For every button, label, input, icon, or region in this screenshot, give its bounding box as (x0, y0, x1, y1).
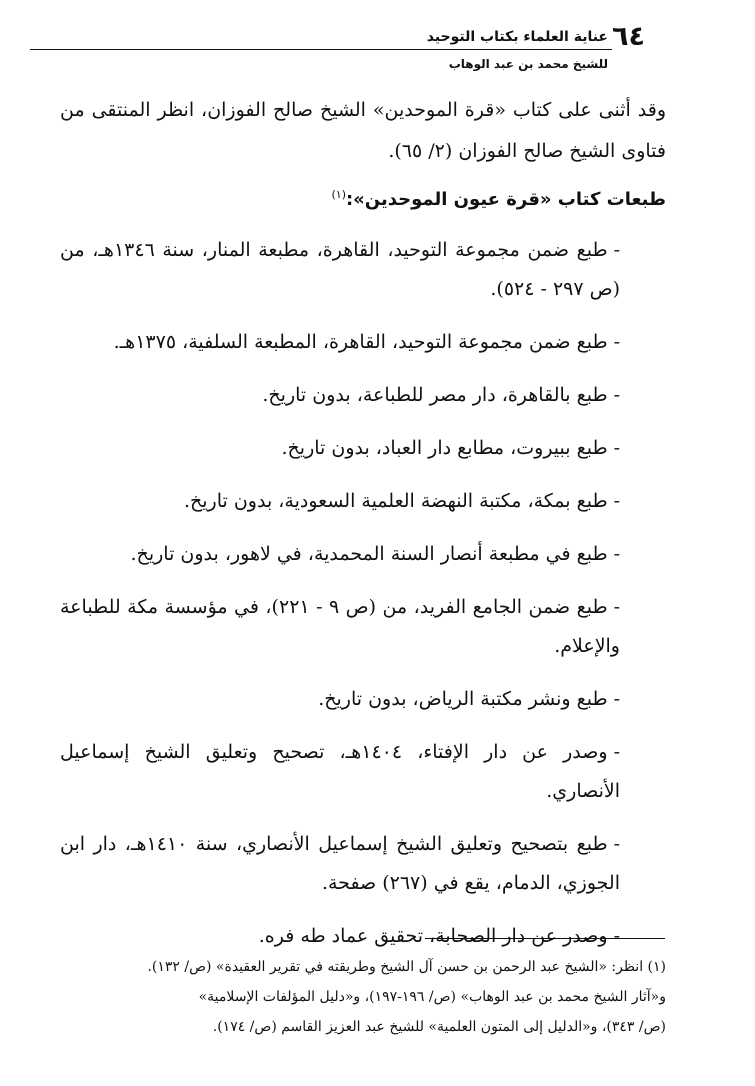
list-dash: - (613, 833, 621, 855)
list-dash: - (613, 596, 621, 618)
edition-text: طبع في مطبعة أنصار السنة المحمدية، في لاهور، بدون تاريخ. (130, 543, 608, 565)
edition-item (60, 482, 666, 521)
running-header-title: عناية العلماء بكتاب التوحيد (426, 29, 608, 45)
list-dash: - (613, 331, 620, 353)
footnote-line: (١) انظر: «الشيخ عبد الرحمن بن حسن آل الشيخ وطريقته في تقرير العقيدة» (ص/ ١٣٢). (147, 959, 666, 975)
editions-list (60, 231, 666, 956)
list-dash: - (613, 490, 620, 512)
list-dash: - (613, 543, 620, 565)
edition-text: طبع ضمن مجموعة التوحيد، القاهرة، المطبعة السلفية، ١٣٧٥هـ. (113, 331, 608, 353)
edition-item (60, 588, 666, 666)
footnote-reference[interactable]: (١) (331, 188, 346, 201)
list-dash: - (613, 925, 620, 947)
section-heading-text: طبعات كتاب «قرة عيون الموحدين»: (345, 189, 666, 210)
footnote-line: (ص/ ٣٤٣)، و«الدليل إلى المتون العلمية» للشيخ عبد العزيز القاسم (ص/ ١٧٤). (212, 1019, 666, 1035)
edition-text: طبع بتصحيح وتعليق الشيخ إسماعيل الأنصاري، سنة ١٤١٠هـ، دار ابن الجوزي، الدمام، يقع في (٢٦٧) صفحة. (60, 833, 620, 894)
header-rule (30, 49, 612, 50)
edition-text: طبع ببيروت، مطابع دار العباد، بدون تاريخ. (281, 437, 608, 459)
edition-text: طبع ضمن مجموعة التوحيد، القاهرة، مطبعة المنار، سنة ١٣٤٦هـ، من (ص ٢٩٧ - ٥٢٤). (60, 239, 620, 300)
edition-text: طبع بمكة، مكتبة النهضة العلمية السعودية، بدون تاريخ. (183, 490, 608, 512)
edition-item (60, 323, 666, 362)
footnote-separator (425, 938, 665, 939)
edition-item (60, 535, 666, 574)
edition-item (60, 680, 666, 719)
edition-item (60, 733, 666, 811)
edition-text: طبع بالقاهرة، دار مصر للطباعة، بدون تاريخ. (262, 384, 608, 406)
edition-item (60, 825, 666, 903)
footnote-line: و«آثار الشيخ محمد بن عبد الوهاب» (ص/ ١٩٦-١٩٧)، و«دليل المؤلفات الإسلامية» (198, 989, 666, 1005)
intro-paragraph: وقد أثنى على كتاب «قرة الموحدين» الشيخ صالح الفوزان، انظر المنتقى من فتاوى الشيخ صالح الفوزان (٢/ ٦٥). (60, 99, 666, 162)
list-dash: - (613, 688, 620, 710)
edition-item (60, 917, 666, 956)
list-dash: - (613, 239, 620, 261)
list-dash: - (613, 384, 620, 406)
edition-text: طبع ونشر مكتبة الرياض، بدون تاريخ. (318, 688, 608, 710)
edition-text: وصدر عن دار الصحابة، تحقيق عماد طه فره. (258, 925, 608, 947)
footnotes (60, 952, 666, 1042)
edition-item (60, 429, 666, 468)
page-body (60, 90, 666, 970)
edition-item (60, 231, 666, 309)
edition-item (60, 376, 666, 415)
edition-text: وصدر عن دار الإفتاء، ١٤٠٤هـ، تصحيح وتعليق الشيخ إسماعيل الأنصاري. (60, 741, 620, 802)
list-dash: - (613, 741, 620, 763)
list-dash: - (613, 437, 620, 459)
page-number: ٦٤ (612, 21, 645, 52)
running-header-author: للشيخ محمد بن عبد الوهاب (448, 57, 608, 71)
edition-text: طبع ضمن الجامع الفريد، من (ص ٩ - ٢٢١)، في مؤسسة مكة للطباعة والإعلام. (60, 596, 620, 657)
section-heading (60, 180, 666, 215)
